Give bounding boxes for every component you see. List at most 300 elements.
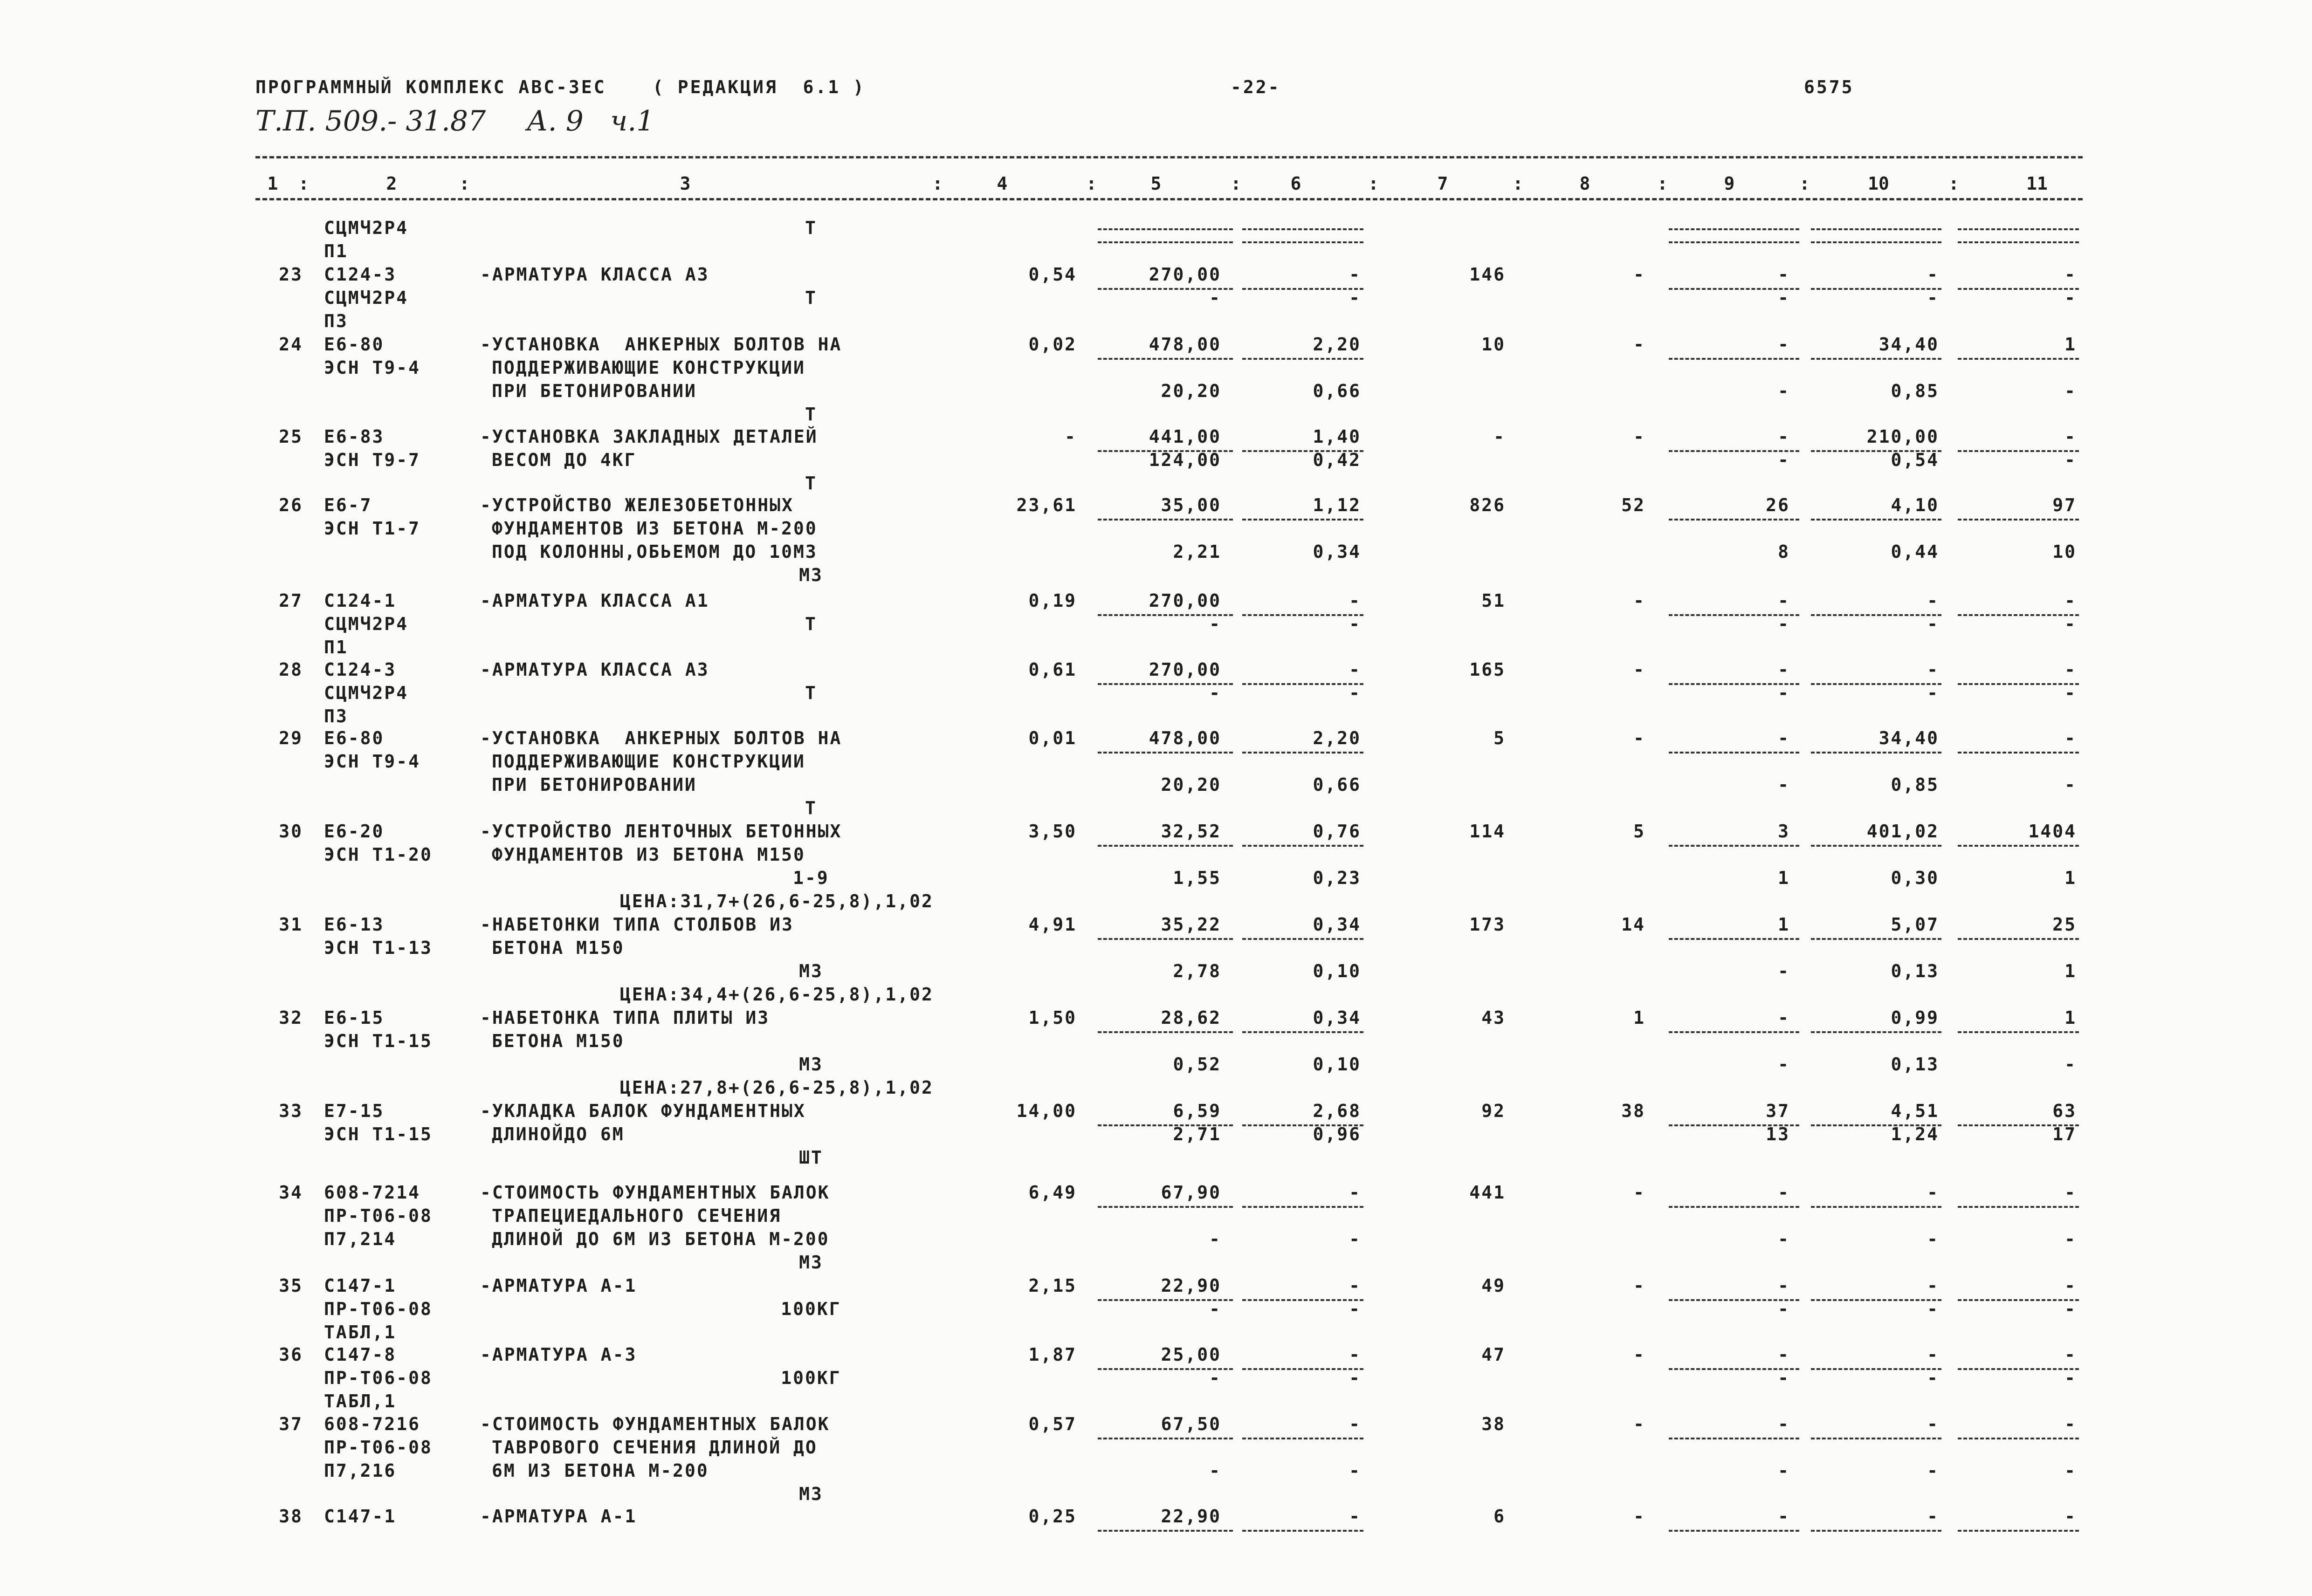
value-l10: 1,24 [1891, 1124, 1939, 1144]
price-formula: ЦЕНА:27,8+(26,6-25,8),1,02 [620, 1077, 934, 1098]
value-c5: 6,59 [1173, 1101, 1221, 1121]
value-c5: 478,00 [1149, 334, 1221, 355]
row-number: 23 [279, 264, 303, 285]
value-l10: - [1927, 1299, 1939, 1319]
value-c7: 43 [1481, 1007, 1506, 1028]
sub-row-dashes [1958, 1530, 2079, 1532]
value-c10: - [1927, 1414, 1939, 1434]
sub-row-dashes [1242, 1206, 1363, 1208]
value-c10: - [1927, 264, 1939, 285]
work-description: -АРМАТУРА КЛАССА А3 [480, 264, 709, 285]
value-l11: - [2064, 774, 2077, 795]
value-c4: 1,87 [1028, 1344, 1077, 1365]
unit-of-measure: Т [805, 473, 817, 493]
value-c5: 67,90 [1161, 1182, 1221, 1203]
sub-row-dashes [1669, 1438, 1799, 1439]
norm-code: ЭСН Т1-15 [324, 1124, 433, 1144]
value-c5: 22,90 [1161, 1506, 1221, 1527]
work-description: -АРМАТУРА А-3 [480, 1344, 637, 1365]
work-description: ДЛИНОЙ ДО 6М ИЗ БЕТОНА М-200 [492, 1229, 830, 1249]
value-c4: 6,49 [1028, 1182, 1077, 1203]
norm-code: ТАБЛ,1 [324, 1391, 397, 1411]
value-c6: - [1349, 1506, 1361, 1527]
value-c8: - [1633, 426, 1645, 447]
sub-row-dashes [1811, 228, 1941, 230]
sub-row-dashes [1958, 845, 2079, 847]
value-l9: 1 [1778, 868, 1790, 888]
work-description: -УСТРОЙСТВО ЛЕНТОЧНЫХ БЕТОННЫХ [480, 821, 842, 842]
value-l9: - [1778, 1054, 1790, 1075]
sub-row-dashes [1811, 845, 1941, 847]
row-number: 32 [279, 1007, 303, 1028]
value-c9: - [1778, 659, 1790, 680]
value-c5: 441,00 [1149, 426, 1221, 447]
work-description: БЕТОНА М150 [492, 1031, 625, 1051]
sub-row-dashes [1098, 519, 1233, 521]
sub-row-dashes [1242, 228, 1363, 230]
sub-row-dashes [1669, 938, 1799, 940]
value-l5: 2,78 [1173, 961, 1221, 981]
value-c6: - [1349, 590, 1361, 611]
value-c5: 478,00 [1149, 728, 1221, 748]
sub-row-dashes [1098, 1530, 1233, 1532]
norm-code: С124-3 [324, 659, 397, 680]
value-c5: 270,00 [1149, 590, 1221, 611]
value-l5: - [1209, 683, 1221, 703]
value-l9: - [1778, 774, 1790, 795]
norm-code: Е7-15 [324, 1101, 385, 1121]
value-l5: 20,20 [1161, 774, 1221, 795]
value-c11: 97 [2052, 495, 2077, 515]
norm-code: П7,216 [324, 1460, 397, 1481]
value-c8: - [1633, 1344, 1645, 1365]
sub-row-dashes [1098, 845, 1233, 847]
value-l5: - [1209, 1299, 1221, 1319]
value-l11: - [2064, 381, 2077, 401]
norm-code: ЭСН Т1-13 [324, 938, 433, 958]
value-l10: 0,54 [1891, 450, 1939, 470]
unit-of-measure: 1-9 [793, 868, 829, 888]
value-c7: 441 [1469, 1182, 1506, 1203]
row-number: 33 [279, 1101, 303, 1121]
norm-code: ЭСН Т1-20 [324, 844, 433, 865]
sub-row-dashes [1098, 938, 1233, 940]
value-l5: 20,20 [1161, 381, 1221, 401]
value-c7: 92 [1481, 1101, 1506, 1121]
sub-row-dashes [1958, 358, 2079, 360]
value-c7: 49 [1481, 1275, 1506, 1296]
value-c7: 47 [1481, 1344, 1506, 1365]
sub-row-dashes [1242, 1530, 1363, 1532]
value-c5: 35,22 [1161, 914, 1221, 935]
column-separator: : [459, 173, 470, 194]
value-c5: 22,90 [1161, 1275, 1221, 1296]
value-c9: - [1778, 1007, 1790, 1028]
norm-code: С147-1 [324, 1506, 397, 1527]
value-l9: - [1778, 683, 1790, 703]
value-c6: 2,20 [1313, 334, 1361, 355]
value-l10: - [1927, 614, 1939, 634]
value-c4: 23,61 [1016, 495, 1077, 515]
value-c6: 0,76 [1313, 821, 1361, 842]
work-description: ПРИ БЕТОНИРОВАНИИ [492, 381, 697, 401]
value-c5: 32,52 [1161, 821, 1221, 842]
work-description: -АРМАТУРА КЛАССА А3 [480, 659, 709, 680]
value-c5: 270,00 [1149, 659, 1221, 680]
value-c8: 5 [1633, 821, 1645, 842]
row-number: 27 [279, 590, 303, 611]
unit-of-measure: ШТ [799, 1147, 823, 1168]
value-c11: 25 [2052, 914, 2077, 935]
column-separator: : [1368, 173, 1379, 194]
sub-row-dashes [1242, 1438, 1363, 1439]
value-c6: - [1349, 1275, 1361, 1296]
value-c8: - [1633, 1275, 1645, 1296]
value-c6: - [1349, 264, 1361, 285]
column-header-4: 4 [997, 173, 1008, 194]
value-l11: 17 [2052, 1124, 2077, 1144]
value-c6: 0,34 [1313, 914, 1361, 935]
header-bottom-rule [255, 198, 2083, 200]
value-l6: - [1349, 1299, 1361, 1319]
work-description: ПРИ БЕТОНИРОВАНИИ [492, 774, 697, 795]
column-header-2: 2 [386, 173, 397, 194]
value-c4: 4,91 [1028, 914, 1077, 935]
value-l6: - [1349, 614, 1361, 634]
value-c4: 0,54 [1028, 264, 1077, 285]
sub-row-dashes [1811, 1206, 1941, 1208]
value-c11: 63 [2052, 1101, 2077, 1121]
sub-row-dashes [1669, 1530, 1799, 1532]
value-l5: 2,71 [1173, 1124, 1221, 1144]
value-c11: - [2064, 426, 2077, 447]
sub-row-dashes [1958, 752, 2079, 753]
row-number: 38 [279, 1506, 303, 1527]
sub-row-dashes [1098, 1031, 1233, 1033]
value-c4: 0,25 [1028, 1506, 1077, 1527]
sub-row-dashes [1958, 1206, 2079, 1208]
sub-row-dashes [1669, 752, 1799, 753]
value-l6: 0,66 [1313, 774, 1361, 795]
work-description: -АРМАТУРА КЛАССА А1 [480, 590, 709, 611]
value-c11: - [2064, 1182, 2077, 1203]
row-number: 37 [279, 1414, 303, 1434]
value-c9: - [1778, 728, 1790, 748]
value-c9: 37 [1766, 1101, 1790, 1121]
norm-code: Е6-83 [324, 426, 385, 447]
value-l9: 8 [1778, 541, 1790, 562]
value-c6: - [1349, 1182, 1361, 1203]
value-l9: 13 [1766, 1124, 1790, 1144]
work-description: ФУНДАМЕНТОВ ИЗ БЕТОНА М150 [492, 844, 805, 865]
sub-row-dashes [1958, 241, 2079, 243]
value-c10: - [1927, 1182, 1939, 1203]
unit-of-measure: М3 [799, 1054, 823, 1075]
value-c8: - [1633, 334, 1645, 355]
value-c11: - [2064, 590, 2077, 611]
norm-code: ЭСН Т9-7 [324, 450, 421, 470]
value-l5: - [1209, 1460, 1221, 1481]
value-l6: 0,10 [1313, 1054, 1361, 1075]
norm-code: 608-7216 [324, 1414, 421, 1434]
value-c9: - [1778, 264, 1790, 285]
work-description: ПОДДЕРЖИВАЮЩИЕ КОНСТРУКЦИИ [492, 357, 805, 378]
value-l11: - [2064, 1460, 2077, 1481]
value-c10: 401,02 [1866, 821, 1939, 842]
value-l10: 0,44 [1891, 541, 1939, 562]
value-c9: 26 [1766, 495, 1790, 515]
norm-code: 608-7214 [324, 1182, 421, 1203]
sub-row-dashes [1669, 228, 1799, 230]
work-description: -УСТАНОВКА ЗАКЛАДНЫХ ДЕТАЛЕЙ [480, 426, 818, 447]
value-c10: - [1927, 1275, 1939, 1296]
sub-row-dashes [1242, 519, 1363, 521]
sub-row-dashes [1242, 358, 1363, 360]
norm-code: С124-1 [324, 590, 397, 611]
value-c9: - [1778, 1344, 1790, 1365]
sub-row-dashes [1958, 1438, 2079, 1439]
value-c10: 210,00 [1866, 426, 1939, 447]
row-number: 29 [279, 728, 303, 748]
value-c4: 0,61 [1028, 659, 1077, 680]
unit-of-measure: М3 [799, 565, 823, 585]
value-c5: 35,00 [1161, 495, 1221, 515]
value-l11: - [2064, 683, 2077, 703]
value-l11: - [2064, 1054, 2077, 1075]
value-c10: 4,51 [1891, 1101, 1939, 1121]
value-l9: - [1778, 288, 1790, 308]
row-number: 36 [279, 1344, 303, 1365]
sub-row-dashes [1669, 519, 1799, 521]
value-l5: - [1209, 614, 1221, 634]
value-c8: - [1633, 1414, 1645, 1434]
column-separator: : [1231, 173, 1241, 194]
top-rule [255, 156, 2083, 158]
value-c7: 173 [1469, 914, 1506, 935]
sub-row-dashes [1098, 228, 1233, 230]
norm-code: ПР-Т06-08 [324, 1206, 433, 1226]
value-l9: - [1778, 1368, 1790, 1388]
norm-code: С147-1 [324, 1275, 397, 1296]
sub-row-dashes [1811, 1530, 1941, 1532]
sub-row-dashes [1098, 1438, 1233, 1439]
value-l9: - [1778, 1460, 1790, 1481]
value-c4: 0,02 [1028, 334, 1077, 355]
value-c4: 1,50 [1028, 1007, 1077, 1028]
value-c5: 25,00 [1161, 1344, 1221, 1365]
value-c4: 0,57 [1028, 1414, 1077, 1434]
value-l9: - [1778, 1299, 1790, 1319]
column-separator: : [298, 173, 309, 194]
value-l9: - [1778, 381, 1790, 401]
norm-code: ЭСН Т9-4 [324, 357, 421, 378]
work-description: ПОДДЕРЖИВАЮЩИЕ КОНСТРУКЦИИ [492, 751, 805, 772]
value-l5: 2,21 [1173, 541, 1221, 562]
sub-row-dashes [1811, 752, 1941, 753]
unit-of-measure: Т [805, 218, 817, 238]
norm-code: СЦМЧ2Р4 [324, 683, 409, 703]
value-c8: 38 [1621, 1101, 1645, 1121]
work-description: -АРМАТУРА А-1 [480, 1275, 637, 1296]
norm-code: ПР-Т06-08 [324, 1368, 433, 1388]
value-c7: 5 [1493, 728, 1506, 748]
column-separator: : [1657, 173, 1668, 194]
row-number: 26 [279, 495, 303, 515]
value-c11: - [2064, 1506, 2077, 1527]
work-description: -СТОИМОСТЬ ФУНДАМЕНТНЫХ БАЛОК [480, 1182, 830, 1203]
work-description: ПОД КОЛОННЫ,ОБЬЕМОМ ДО 10М3 [492, 541, 818, 562]
value-c9: - [1778, 590, 1790, 611]
value-c10: - [1927, 1344, 1939, 1365]
column-separator: : [1799, 173, 1810, 194]
value-l9: - [1778, 1229, 1790, 1249]
norm-code: П7,214 [324, 1229, 397, 1249]
norm-code: СЦМЧ2Р4 [324, 218, 409, 238]
value-c9: - [1778, 426, 1790, 447]
value-l5: - [1209, 288, 1221, 308]
handwritten-project-code: Т.П. 509.- 31.87 [255, 105, 486, 137]
unit-of-measure: Т [805, 683, 817, 703]
value-c11: 1 [2064, 334, 2077, 355]
value-c6: 2,20 [1313, 728, 1361, 748]
value-l10: - [1927, 1460, 1939, 1481]
column-header-1: 1 [267, 173, 278, 194]
row-number: 25 [279, 426, 303, 447]
value-c7: - [1493, 426, 1506, 447]
value-l5: - [1209, 1368, 1221, 1388]
value-l6: 0,23 [1313, 868, 1361, 888]
work-description: -АРМАТУРА А-1 [480, 1506, 637, 1527]
norm-code: Е6-7 [324, 495, 372, 515]
column-separator: : [1086, 173, 1097, 194]
value-c6: - [1349, 1414, 1361, 1434]
sub-row-dashes [1242, 845, 1363, 847]
value-c8: - [1633, 659, 1645, 680]
value-c10: 34,40 [1878, 334, 1939, 355]
unit-of-measure: 100КГ [781, 1368, 841, 1388]
value-l10: 0,85 [1891, 774, 1939, 795]
value-l9: - [1778, 614, 1790, 634]
value-l11: - [2064, 1299, 2077, 1319]
norm-code: П1 [324, 637, 348, 658]
value-c4: 0,19 [1028, 590, 1077, 611]
sub-row-dashes [1669, 845, 1799, 847]
sub-row-dashes [1811, 1031, 1941, 1033]
value-l11: - [2064, 1229, 2077, 1249]
value-l5: - [1209, 1229, 1221, 1249]
value-l10: - [1927, 683, 1939, 703]
work-description: -УКЛАДКА БАЛОК ФУНДАМЕНТНЫХ [480, 1101, 806, 1121]
unit-of-measure: 100КГ [781, 1299, 841, 1319]
value-c4: 0,01 [1028, 728, 1077, 748]
value-c7: 165 [1469, 659, 1506, 680]
work-description: БЕТОНА М150 [492, 938, 625, 958]
value-c8: - [1633, 1182, 1645, 1203]
norm-code: ЭСН Т1-15 [324, 1031, 433, 1051]
value-c7: 10 [1481, 334, 1506, 355]
sub-row-dashes [1669, 1031, 1799, 1033]
sub-row-dashes [1098, 752, 1233, 753]
column-header-3: 3 [680, 173, 691, 194]
sub-row-dashes [1958, 938, 2079, 940]
value-l10: - [1927, 1229, 1939, 1249]
sub-row-dashes [1669, 358, 1799, 360]
price-formula: ЦЕНА:31,7+(26,6-25,8),1,02 [620, 891, 934, 911]
value-l9: - [1778, 961, 1790, 981]
work-description: ТРАПЕЦИЕДАЛЬНОГО СЕЧЕНИЯ [492, 1206, 782, 1226]
value-c9: - [1778, 1414, 1790, 1434]
norm-code: П3 [324, 706, 348, 726]
value-c8: - [1633, 728, 1645, 748]
work-description: ВЕСОМ ДО 4КГ [492, 450, 637, 470]
value-l10: 0,30 [1891, 868, 1939, 888]
unit-of-measure: М3 [799, 961, 823, 981]
work-description: ФУНДАМЕНТОВ ИЗ БЕТОНА М-200 [492, 518, 818, 539]
sub-row-dashes [1242, 241, 1363, 243]
value-c11: 1404 [2028, 821, 2077, 842]
value-l11: 10 [2052, 541, 2077, 562]
unit-of-measure: Т [805, 404, 817, 425]
work-description: -УСТРОЙСТВО ЖЕЛЕЗОБЕТОННЫХ [480, 495, 794, 515]
norm-code: ПР-Т06-08 [324, 1437, 433, 1458]
value-c8: 1 [1633, 1007, 1645, 1028]
sub-row-dashes [1242, 1031, 1363, 1033]
value-l6: - [1349, 1460, 1361, 1481]
norm-code: Е6-15 [324, 1007, 385, 1028]
value-l6: 0,10 [1313, 961, 1361, 981]
work-description: -СТОИМОСТЬ ФУНДАМЕНТНЫХ БАЛОК [480, 1414, 830, 1434]
unit-of-measure: М3 [799, 1484, 823, 1504]
handwritten-album-ref: А. 9 ч.1 [527, 105, 654, 137]
unit-of-measure: Т [805, 288, 817, 308]
sub-row-dashes [1669, 241, 1799, 243]
sub-row-dashes [1098, 241, 1233, 243]
value-l5: 1,55 [1173, 868, 1221, 888]
value-c9: 1 [1778, 914, 1790, 935]
value-c7: 51 [1481, 590, 1506, 611]
value-c7: 826 [1469, 495, 1506, 515]
work-description: 6М ИЗ БЕТОНА М-200 [492, 1460, 709, 1481]
row-number: 24 [279, 334, 303, 355]
work-description: -УСТАНОВКА АНКЕРНЫХ БОЛТОВ НА [480, 728, 842, 748]
norm-code: ЭСН Т9-4 [324, 751, 421, 772]
norm-code: Е6-13 [324, 914, 385, 935]
sub-row-dashes [1098, 358, 1233, 360]
sub-row-dashes [1958, 228, 2079, 230]
norm-code: П3 [324, 311, 348, 331]
value-c6: 1,40 [1313, 426, 1361, 447]
value-l11: - [2064, 614, 2077, 634]
value-l10: - [1927, 1368, 1939, 1388]
column-separator: : [932, 173, 943, 194]
value-l6: - [1349, 683, 1361, 703]
column-header-9: 9 [1724, 173, 1735, 194]
program-title: ПРОГРАММНЫЙ КОМПЛЕКС АВС-3ЕС [255, 77, 606, 97]
unit-of-measure: М3 [799, 1252, 823, 1273]
value-c7: 114 [1469, 821, 1506, 842]
value-l11: 1 [2064, 961, 2077, 981]
norm-code: ЭСН Т1-7 [324, 518, 421, 539]
column-header-7: 7 [1437, 173, 1448, 194]
norm-code: ПР-Т06-08 [324, 1299, 433, 1319]
sub-row-dashes [1811, 519, 1941, 521]
page-number: -22- [1231, 77, 1281, 97]
value-c5: 28,62 [1161, 1007, 1221, 1028]
value-c6: 1,12 [1313, 495, 1361, 515]
value-c9: - [1778, 1275, 1790, 1296]
value-c10: 5,07 [1891, 914, 1939, 935]
value-c10: - [1927, 1506, 1939, 1527]
